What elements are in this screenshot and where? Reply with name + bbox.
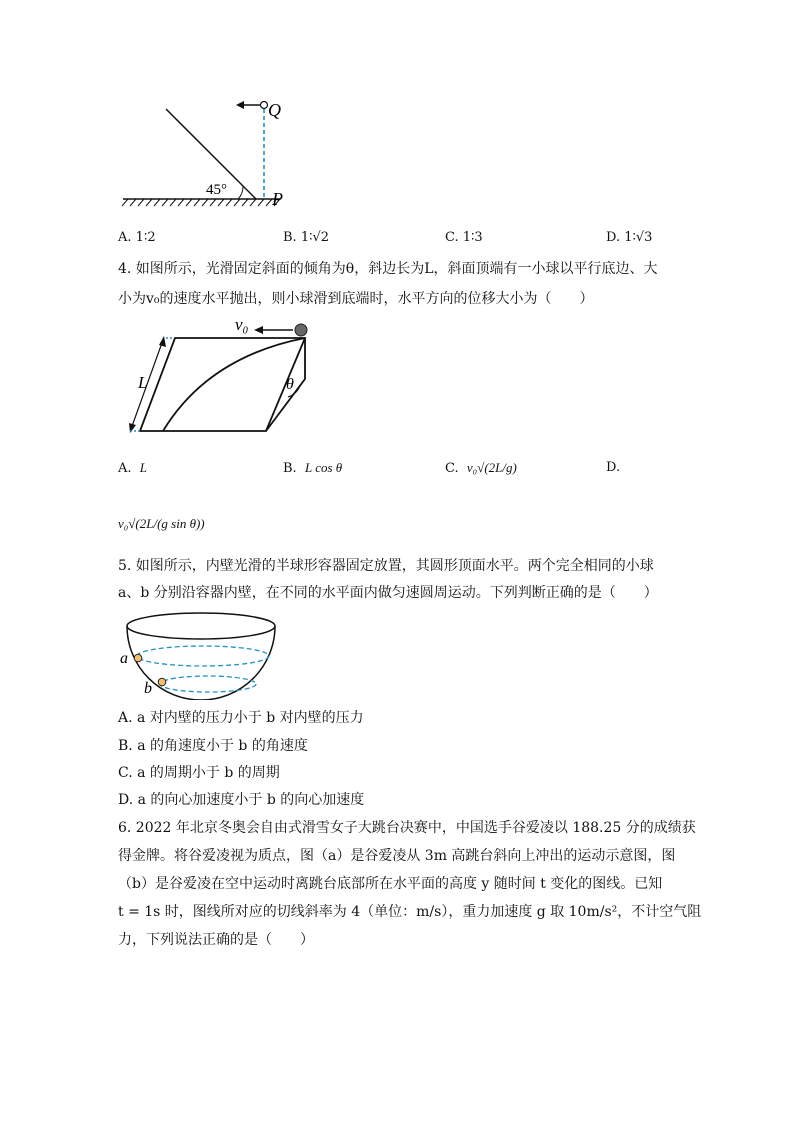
angle-label: 45°	[206, 182, 227, 198]
q5-line-1: 5. 如图所示，内壁光滑的半球形容器固定放置，其圆形顶面水平。两个完全相同的小球	[118, 558, 654, 574]
figure-q4-incline	[118, 312, 328, 437]
label-p: P	[272, 189, 283, 209]
q5-option-d: D. a 的向心加速度小于 b 的向心加速度	[118, 792, 365, 808]
q4-line-2: 小为v₀的速度水平抛出，则小球滑到底端时，水平方向的位移大小为（ ）	[118, 291, 594, 307]
q4-option-c: C. v₀√(2L/g)	[445, 460, 517, 476]
ball-a-label: a	[120, 650, 128, 667]
q5-option-a: A. a 对内壁的压力小于 b 对内壁的压力	[118, 710, 364, 726]
q6-line-4: t = 1s 时，图线所对应的切线斜率为 4（单位：m/s），重力加速度 g 取 10m/s²，不计空气阻	[118, 904, 702, 920]
q3-option-d: D. 1∶√3	[606, 230, 653, 245]
theta-label: θ	[286, 376, 294, 393]
q6-line-5: 力，下列说法正确的是（ ）	[118, 932, 314, 948]
q6-line-2: 得金牌。将谷爱凌视为质点，图（a）是谷爱凌从 3m 高跳台斜向上冲出的运动示意图，图	[118, 848, 676, 864]
label-q: Q	[268, 100, 281, 120]
q3-option-c: C. 1∶3	[445, 230, 483, 245]
q6-line-1: 6. 2022 年北京冬奥会自由式滑雪女子大跳台决赛中，中国选手谷爱凌以 188.25 分的成绩获	[118, 820, 696, 836]
ball-b-label: b	[144, 680, 152, 697]
q5-option-b: B. a 的角速度小于 b 的角速度	[118, 738, 308, 754]
q4-line-1: 4. 如图所示，光滑固定斜面的倾角为θ，斜边长为L，斜面顶端有一小球以平行底边、大	[118, 261, 658, 277]
q4-option-a: A. L	[118, 460, 148, 476]
q3-option-b: B. 1∶√2	[283, 230, 330, 245]
q6-line-3: （b）是谷爱凌在空中运动时离跳台底部所在水平面的高度 y 随时间 t 变化的图线。已知	[118, 876, 663, 892]
figure-q5-bowl	[116, 610, 286, 700]
q3-option-a: A. 1∶2	[118, 230, 156, 245]
figure-q3-incline	[118, 95, 318, 210]
q4-option-d-letter: D.	[606, 460, 621, 475]
q5-line-2: a、b 分别沿容器内壁，在不同的水平面内做匀速圆周运动。下列判断正确的是（ ）	[118, 585, 658, 601]
q4-option-d-text: v₀√(2L/(g sin θ))	[118, 516, 205, 531]
q4-option-b: B. L cos θ	[283, 460, 343, 476]
q5-option-c: C. a 的周期小于 b 的周期	[118, 765, 280, 781]
l-label: L	[138, 373, 148, 392]
v0-label: v₀	[235, 315, 249, 334]
